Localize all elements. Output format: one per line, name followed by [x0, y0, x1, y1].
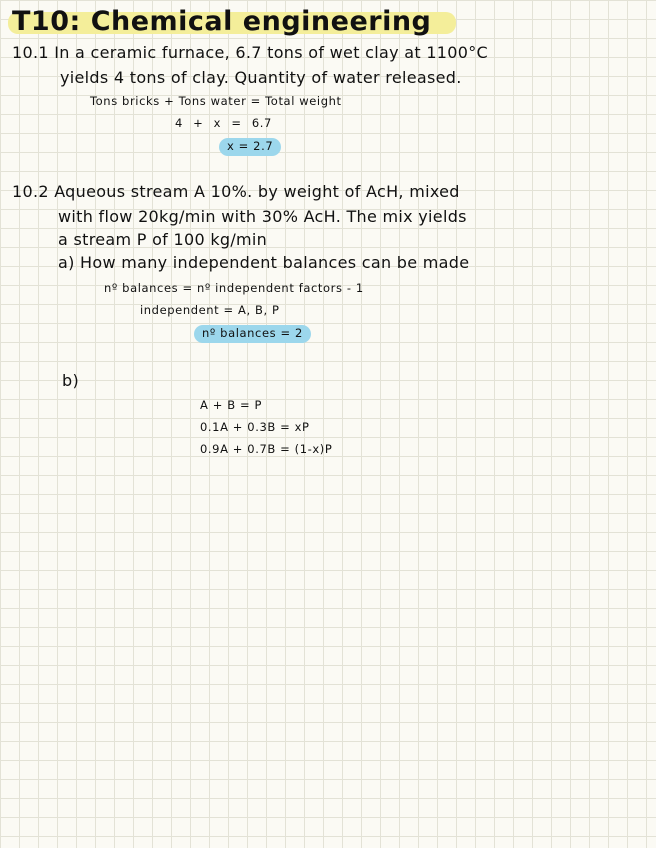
problem-10-1-answer: x = 2.7	[219, 138, 281, 156]
page-title: T10: Chemical engineering	[12, 6, 432, 37]
problem-10-2-b-equation-3: 0.9A + 0.7B = (1-x)P	[200, 442, 333, 456]
problem-10-1-line-1: 10.1 In a ceramic furnace, 6.7 tons of wet clay at 1100°C	[12, 43, 489, 62]
problem-10-2-line-2: with flow 20kg/min with 30% AcH. The mix yields	[58, 207, 467, 226]
problem-10-2-a-answer: nº balances = 2	[194, 325, 311, 343]
problem-10-2-line-3: a stream P of 100 kg/min	[58, 230, 268, 249]
problem-10-2-a-independent: independent = A, B, P	[140, 303, 280, 317]
problem-10-1-equation-words: Tons bricks + Tons water = Total weight	[90, 94, 342, 108]
problem-10-2-b-equation-1: A + B = P	[200, 398, 262, 412]
problem-10-1-equation-numbers: 4 + x = 6.7	[175, 116, 272, 130]
problem-10-2-part-a-question: a) How many independent balances can be made	[58, 253, 470, 272]
problem-10-2-b-equation-2: 0.1A + 0.3B = xP	[200, 420, 310, 434]
problem-10-2-a-rule: nº balances = nº independent factors - 1	[104, 281, 364, 295]
problem-10-2-part-b-label: b)	[62, 371, 79, 390]
problem-10-2-line-1: 10.2 Aqueous stream A 10%. by weight of AcH, mixed	[12, 182, 460, 201]
problem-10-1-line-2: yields 4 tons of clay. Quantity of water released.	[60, 68, 462, 87]
